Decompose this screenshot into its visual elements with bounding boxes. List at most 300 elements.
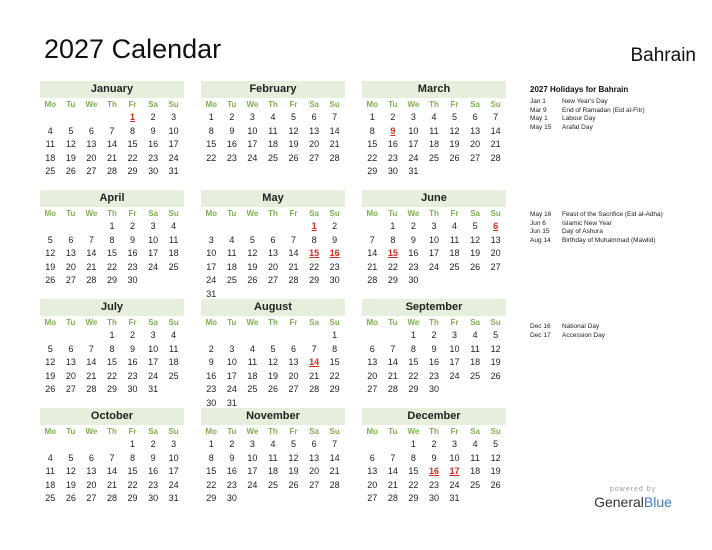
month-september: [362, 299, 506, 397]
day-cell: 29: [127, 493, 138, 503]
day-cell: 9: [130, 234, 136, 245]
day-cell: [201, 220, 222, 234]
day-cell: 28: [387, 384, 398, 394]
day-cell: 18: [428, 139, 439, 149]
day-cell: [40, 111, 61, 125]
holiday-item: [530, 237, 705, 246]
week-row: [362, 356, 506, 370]
day-cell: 5: [68, 125, 74, 136]
weekday-label: Sa: [148, 427, 158, 436]
weekday-label: Tu: [388, 427, 398, 436]
day-cell: 15: [367, 139, 378, 149]
week-row: [362, 165, 506, 179]
week-row: [201, 274, 345, 288]
weekday-label: Tu: [388, 209, 398, 218]
day-cell: 31: [408, 166, 419, 176]
day-cell: [465, 165, 486, 179]
month-header: May: [201, 190, 345, 207]
day-cell: 13: [490, 234, 501, 245]
day-cell: 2: [431, 330, 437, 340]
week-row: [201, 111, 345, 125]
day-cell: 17: [168, 139, 179, 149]
day-cell: 26: [470, 261, 481, 272]
holiday-date: May 1: [530, 115, 548, 123]
day-cell: 9: [208, 357, 214, 367]
day-cell: 19: [45, 261, 56, 272]
day-cell: 21: [309, 370, 320, 381]
holiday-item: [530, 107, 705, 116]
day-cell: 21: [106, 152, 117, 163]
day-cell: 17: [247, 466, 258, 476]
day-cell: 4: [171, 330, 177, 340]
day-cell: 19: [449, 139, 460, 149]
holiday-list-2: [530, 211, 705, 246]
day-cell: 16: [226, 466, 237, 476]
day-cell: 9: [229, 452, 235, 463]
day-cell: 4: [47, 125, 53, 136]
week-row: [40, 220, 184, 234]
day-cell: 30: [428, 493, 439, 503]
day-cell: 13: [267, 248, 278, 258]
weekday-label: Fr: [450, 100, 459, 109]
day-cell: 28: [288, 275, 299, 285]
day-cell: 26: [45, 384, 56, 394]
weekday-label: Th: [107, 427, 117, 436]
day-cell: 18: [168, 248, 179, 258]
day-cell: 23: [329, 261, 340, 272]
weekday-label: Sa: [148, 100, 158, 109]
day-cell: 23: [148, 152, 159, 163]
holiday-day-cell: 15: [309, 248, 320, 258]
day-cell: 1: [390, 221, 396, 231]
day-cell: 18: [226, 261, 237, 272]
week-row: [362, 438, 506, 452]
day-cell: 7: [332, 112, 338, 122]
day-cell: 10: [408, 125, 419, 136]
week-row: [201, 247, 345, 261]
weekday-label: Mo: [366, 318, 379, 327]
day-cell: 24: [226, 384, 237, 394]
week-row: [40, 111, 184, 125]
day-cell: 3: [431, 221, 437, 231]
weekday-label: Mo: [44, 427, 57, 436]
day-cell: 23: [408, 261, 419, 272]
day-cell: 8: [332, 343, 338, 354]
day-cell: 27: [309, 152, 320, 163]
day-cell: 9: [410, 234, 416, 245]
day-cell: 28: [106, 166, 117, 176]
day-cell: 28: [490, 152, 501, 163]
week-row: [40, 261, 184, 275]
day-cell: 17: [206, 261, 217, 272]
day-cell: 22: [106, 261, 117, 272]
day-cell: 16: [387, 139, 398, 149]
holiday-name: Labour Day: [562, 115, 596, 123]
day-cell: 7: [88, 343, 94, 354]
holiday-day-cell: 17: [449, 466, 460, 476]
month-august: [201, 299, 345, 410]
day-cell: [81, 111, 102, 125]
day-cell: 23: [226, 479, 237, 490]
weekday-label: Su: [490, 318, 501, 327]
day-cell: 25: [226, 275, 237, 285]
day-cell: 10: [206, 248, 217, 258]
day-cell: 9: [229, 125, 235, 136]
day-cell: 20: [309, 466, 320, 476]
day-cell: 14: [490, 125, 501, 136]
day-cell: 13: [65, 248, 76, 258]
day-cell: 10: [226, 357, 237, 367]
day-cell: 31: [148, 384, 159, 394]
day-cell: 13: [86, 139, 97, 149]
weekday-label: Mo: [205, 427, 218, 436]
day-cell: 10: [247, 125, 258, 136]
day-cell: 28: [106, 493, 117, 503]
day-cell: 19: [470, 248, 481, 258]
day-cell: 11: [268, 125, 278, 136]
day-cell: [222, 329, 243, 343]
day-cell: 8: [369, 125, 375, 136]
week-row: [201, 125, 345, 139]
day-cell: 22: [309, 261, 320, 272]
day-cell: 2: [130, 330, 136, 340]
weekday-header-row: [40, 207, 184, 220]
day-cell: [362, 438, 383, 452]
week-row: [40, 165, 184, 179]
day-cell: 1: [130, 439, 136, 449]
weekday-label: Su: [490, 100, 501, 109]
day-cell: 18: [470, 357, 481, 367]
holiday-day-cell: 1: [311, 221, 317, 231]
week-row: [362, 111, 506, 125]
day-cell: 19: [490, 466, 501, 476]
holiday-item: [530, 124, 705, 133]
day-cell: 27: [367, 384, 378, 394]
month-header: April: [40, 190, 184, 207]
day-cell: [163, 274, 184, 288]
day-cell: 29: [367, 166, 378, 176]
month-may: [201, 190, 345, 301]
day-cell: 14: [288, 248, 299, 258]
day-cell: 6: [472, 112, 478, 122]
month-june: [362, 190, 506, 288]
week-row: [40, 343, 184, 357]
day-cell: [362, 329, 383, 343]
day-cell: 21: [86, 261, 97, 272]
month-april: [40, 190, 184, 288]
brand-name: [588, 494, 678, 510]
weekday-label: Fr: [450, 318, 459, 327]
day-cell: 13: [288, 357, 299, 367]
week-row: [362, 261, 506, 275]
weekday-header-row: [201, 316, 345, 329]
day-cell: 28: [86, 275, 97, 285]
holiday-name: Arafat Day: [562, 124, 593, 132]
day-cell: 30: [148, 493, 159, 503]
day-cell: 4: [47, 452, 53, 463]
month-header: December: [362, 408, 506, 425]
day-cell: 31: [206, 288, 217, 299]
day-cell: 18: [45, 479, 56, 490]
day-cell: 22: [408, 479, 419, 490]
day-cell: 7: [332, 439, 338, 449]
day-cell: [40, 220, 61, 234]
day-cell: 19: [65, 152, 76, 163]
day-cell: 26: [65, 166, 76, 176]
day-cell: 20: [309, 139, 320, 149]
day-cell: 24: [168, 152, 179, 163]
day-cell: 12: [288, 452, 299, 463]
holiday-date: Mar 9: [530, 106, 547, 114]
day-cell: 3: [150, 221, 156, 231]
holiday-day-cell: 14: [309, 357, 320, 367]
day-cell: 22: [387, 261, 398, 272]
day-cell: 20: [367, 479, 378, 490]
day-cell: 1: [369, 112, 375, 122]
day-cell: 20: [86, 152, 97, 163]
day-cell: 5: [47, 343, 53, 354]
weekday-label: Sa: [148, 209, 158, 218]
day-cell: 28: [329, 479, 340, 490]
day-cell: 29: [106, 384, 117, 394]
weekday-label: Sa: [470, 209, 480, 218]
day-cell: [222, 220, 243, 234]
day-cell: 24: [148, 261, 159, 272]
day-cell: 18: [470, 466, 481, 476]
day-cell: 6: [68, 343, 74, 354]
month-header: June: [362, 190, 506, 207]
month-header: February: [201, 81, 345, 98]
day-cell: 22: [367, 152, 378, 163]
day-cell: 10: [168, 452, 179, 463]
day-cell: [263, 329, 284, 343]
weekday-label: Sa: [309, 427, 319, 436]
day-cell: 19: [247, 261, 258, 272]
week-row: [40, 234, 184, 248]
week-row: [201, 383, 345, 397]
day-cell: 19: [288, 139, 299, 149]
day-cell: 18: [168, 357, 179, 367]
weekday-label: We: [407, 318, 420, 327]
day-cell: 20: [267, 261, 278, 272]
day-cell: 26: [490, 370, 501, 381]
week-row: [362, 234, 506, 248]
holiday-day-cell: 15: [387, 248, 398, 258]
day-cell: 27: [490, 261, 501, 272]
day-cell: 16: [148, 466, 159, 476]
day-cell: 19: [490, 357, 501, 367]
day-cell: 24: [449, 479, 460, 490]
day-cell: 18: [247, 370, 258, 381]
day-cell: [283, 220, 304, 234]
day-cell: 31: [168, 166, 179, 176]
day-cell: 14: [387, 466, 398, 476]
day-cell: 8: [390, 234, 396, 245]
day-cell: 29: [408, 493, 419, 503]
day-cell: 26: [490, 479, 501, 490]
day-cell: 9: [150, 125, 156, 136]
day-cell: 23: [428, 370, 439, 381]
day-cell: 23: [226, 152, 237, 163]
day-cell: 31: [449, 493, 460, 503]
day-cell: 2: [410, 221, 416, 231]
week-row: [201, 329, 345, 343]
day-cell: 28: [86, 384, 97, 394]
day-cell: 22: [329, 370, 340, 381]
day-cell: 24: [428, 261, 439, 272]
holiday-date: May 15: [530, 124, 552, 132]
month-header: September: [362, 299, 506, 316]
day-cell: 30: [148, 166, 159, 176]
day-cell: 17: [428, 248, 439, 258]
day-cell: 8: [109, 343, 115, 354]
day-cell: 5: [472, 221, 478, 231]
weekday-label: Tu: [66, 427, 76, 436]
day-cell: 26: [267, 384, 278, 394]
weekday-label: Fr: [450, 427, 459, 436]
holiday-item: [530, 323, 705, 332]
weekday-header-row: [40, 316, 184, 329]
day-cell: 25: [470, 479, 481, 490]
month-header: July: [40, 299, 184, 316]
week-row: [362, 138, 506, 152]
weekday-label: Th: [429, 100, 439, 109]
weekday-header-row: [201, 98, 345, 111]
weekday-label: Sa: [148, 318, 158, 327]
weekday-label: Mo: [366, 427, 379, 436]
day-cell: 17: [148, 357, 159, 367]
day-cell: 23: [127, 370, 138, 381]
day-cell: 2: [150, 439, 156, 449]
day-cell: [81, 438, 102, 452]
holiday-name: Day of Ashura: [562, 228, 603, 236]
weekday-label: Th: [268, 100, 278, 109]
weekday-label: We: [85, 427, 98, 436]
day-cell: 21: [387, 479, 398, 490]
day-cell: 13: [65, 357, 76, 367]
day-cell: 11: [168, 343, 179, 354]
day-cell: 29: [127, 166, 138, 176]
weekday-label: Mo: [205, 209, 218, 218]
weekday-label: Tu: [388, 318, 398, 327]
holiday-name: National Day: [562, 323, 600, 330]
holiday-item: [530, 228, 705, 237]
day-cell: 1: [410, 439, 416, 449]
week-row: [362, 247, 506, 261]
day-cell: 6: [270, 234, 276, 245]
day-cell: 27: [86, 166, 97, 176]
day-cell: 14: [329, 125, 340, 136]
day-cell: 17: [408, 139, 419, 149]
day-cell: 15: [127, 139, 138, 149]
day-cell: 26: [45, 275, 56, 285]
day-cell: 25: [45, 166, 56, 176]
weekday-label: Th: [107, 100, 117, 109]
day-cell: 26: [288, 479, 299, 490]
day-cell: 17: [449, 357, 460, 367]
week-row: [362, 220, 506, 234]
page-title: 2027 Calendar: [44, 34, 222, 64]
day-cell: 1: [109, 221, 115, 231]
weekday-label: Fr: [128, 209, 137, 218]
weekday-label: Su: [168, 209, 179, 218]
day-cell: 5: [68, 452, 74, 463]
week-row: [40, 138, 184, 152]
day-cell: [465, 383, 486, 397]
month-header: March: [362, 81, 506, 98]
powered-by-text: powered by: [609, 486, 657, 493]
day-cell: 9: [431, 343, 437, 354]
weekday-label: Th: [268, 209, 278, 218]
weekday-label: We: [85, 209, 98, 218]
day-cell: 23: [428, 479, 439, 490]
day-cell: 21: [490, 139, 501, 149]
day-cell: 6: [369, 452, 375, 463]
day-cell: 11: [227, 248, 237, 258]
day-cell: 23: [206, 384, 217, 394]
day-cell: [143, 274, 164, 288]
day-cell: 28: [387, 493, 398, 503]
day-cell: [465, 492, 486, 506]
day-cell: 13: [309, 452, 320, 463]
day-cell: 7: [311, 343, 317, 354]
weekday-label: We: [407, 209, 420, 218]
day-cell: 25: [449, 261, 460, 272]
day-cell: 5: [249, 234, 255, 245]
day-cell: 18: [267, 139, 278, 149]
brand-part-blue: Blue: [643, 494, 672, 510]
day-cell: [242, 492, 263, 506]
weekday-label: Su: [168, 427, 179, 436]
holiday-date: Jun 6: [530, 219, 546, 227]
day-cell: 12: [45, 357, 56, 367]
day-cell: 5: [270, 343, 276, 354]
day-cell: 7: [109, 452, 115, 463]
day-cell: 22: [106, 370, 117, 381]
weekday-label: Fr: [128, 318, 137, 327]
weekday-label: Th: [268, 318, 278, 327]
holiday-date: Dec 16: [530, 323, 551, 330]
day-cell: 22: [206, 479, 217, 490]
day-cell: 8: [410, 343, 416, 354]
day-cell: [61, 438, 82, 452]
holiday-date: Aug 14: [530, 237, 551, 245]
weekday-label: Su: [168, 318, 179, 327]
day-cell: 30: [206, 397, 217, 408]
day-cell: 14: [106, 466, 117, 476]
week-row: [40, 274, 184, 288]
day-cell: 5: [47, 234, 53, 245]
day-cell: 17: [148, 248, 159, 258]
day-cell: 8: [311, 234, 317, 245]
day-cell: 28: [309, 384, 320, 394]
day-cell: 21: [329, 139, 340, 149]
day-cell: 29: [408, 384, 419, 394]
day-cell: 20: [65, 261, 76, 272]
day-cell: 22: [127, 152, 138, 163]
day-cell: 24: [449, 370, 460, 381]
week-row: [201, 479, 345, 493]
day-cell: 12: [65, 139, 76, 149]
week-row: [40, 329, 184, 343]
day-cell: 25: [45, 493, 56, 503]
day-cell: 2: [208, 343, 214, 354]
day-cell: 15: [106, 357, 117, 367]
day-cell: 4: [270, 439, 276, 449]
week-row: [362, 125, 506, 139]
generalblue-logo[interactable]: [588, 486, 678, 510]
day-cell: [102, 111, 123, 125]
